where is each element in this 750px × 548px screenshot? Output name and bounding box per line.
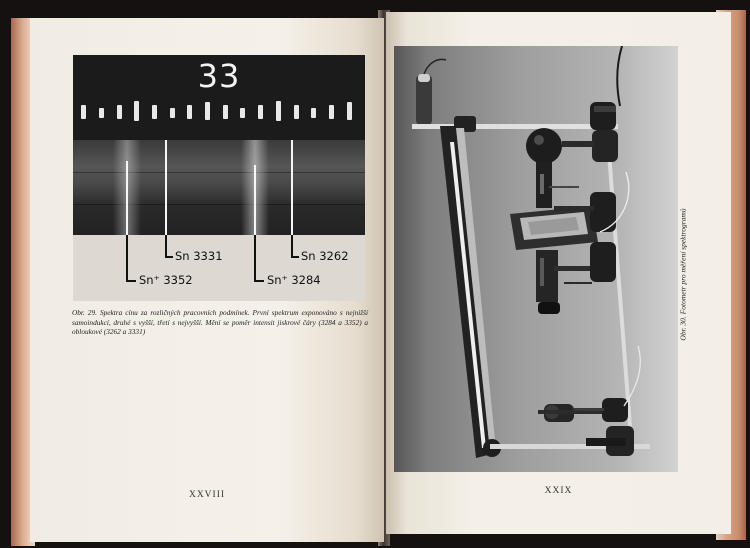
leader-line <box>254 280 264 282</box>
scale-tick <box>187 105 192 119</box>
left-page-number: XXVIII <box>188 490 226 500</box>
scale-tick <box>347 102 352 120</box>
scale-tick <box>81 105 86 119</box>
spectral-line-snplus3284 <box>254 165 256 235</box>
plate-number: 33 <box>197 57 241 95</box>
leader-line <box>165 256 173 258</box>
scale-tick <box>240 108 245 118</box>
scale-tick <box>99 108 104 118</box>
scale-tick <box>170 108 175 118</box>
spectral-line-sn3262 <box>291 140 293 235</box>
scale-tick <box>329 105 334 119</box>
photometer-photograph <box>394 46 678 472</box>
scale-tick <box>205 102 210 120</box>
label-snplus-3284: Sn⁺ 3284 <box>267 273 321 287</box>
leader-line <box>126 280 136 282</box>
spectral-line-sn3331 <box>165 140 167 235</box>
leader-line <box>291 256 299 258</box>
scale-tick <box>311 108 316 118</box>
spectrum-plate-top <box>73 55 365 140</box>
label-sn-3331: Sn 3331 <box>175 249 223 263</box>
spectral-line-snplus3352 <box>126 161 128 235</box>
leader-line <box>126 235 128 281</box>
scale-tick <box>223 105 228 119</box>
scale-tick <box>294 105 299 119</box>
right-page <box>386 12 731 534</box>
label-sn-3262: Sn 3262 <box>301 249 349 263</box>
leader-line <box>291 235 293 257</box>
figure-30-caption <box>676 177 690 377</box>
scale-tick <box>117 105 122 119</box>
leader-line <box>254 235 256 281</box>
scale-tick <box>276 101 281 121</box>
figure-29-caption: Obr. 29. Spektra cínu za rozličných pracovních podmínek. První spektrum exponováno s nejnižší samoindukcí, druhé s vyšší, třetí s nejvyšší. Mění se poměr intensit jiskrové čáry (3284 a 3352) a obloukové (3262 a 3331) <box>72 308 368 337</box>
figure-30-caption-text: Obr. 30. Fotometr pro měření spektrogramů <box>678 208 688 341</box>
scale-tick <box>134 101 139 121</box>
leader-line <box>165 235 167 257</box>
scale-tick <box>152 105 157 119</box>
right-page-number: XXIX <box>544 486 573 496</box>
left-page <box>30 18 384 542</box>
scale-tick <box>258 105 263 119</box>
spectrum-figure <box>73 55 365 301</box>
photometer-illustration <box>394 46 678 472</box>
label-snplus-3352: Sn⁺ 3352 <box>139 273 193 287</box>
